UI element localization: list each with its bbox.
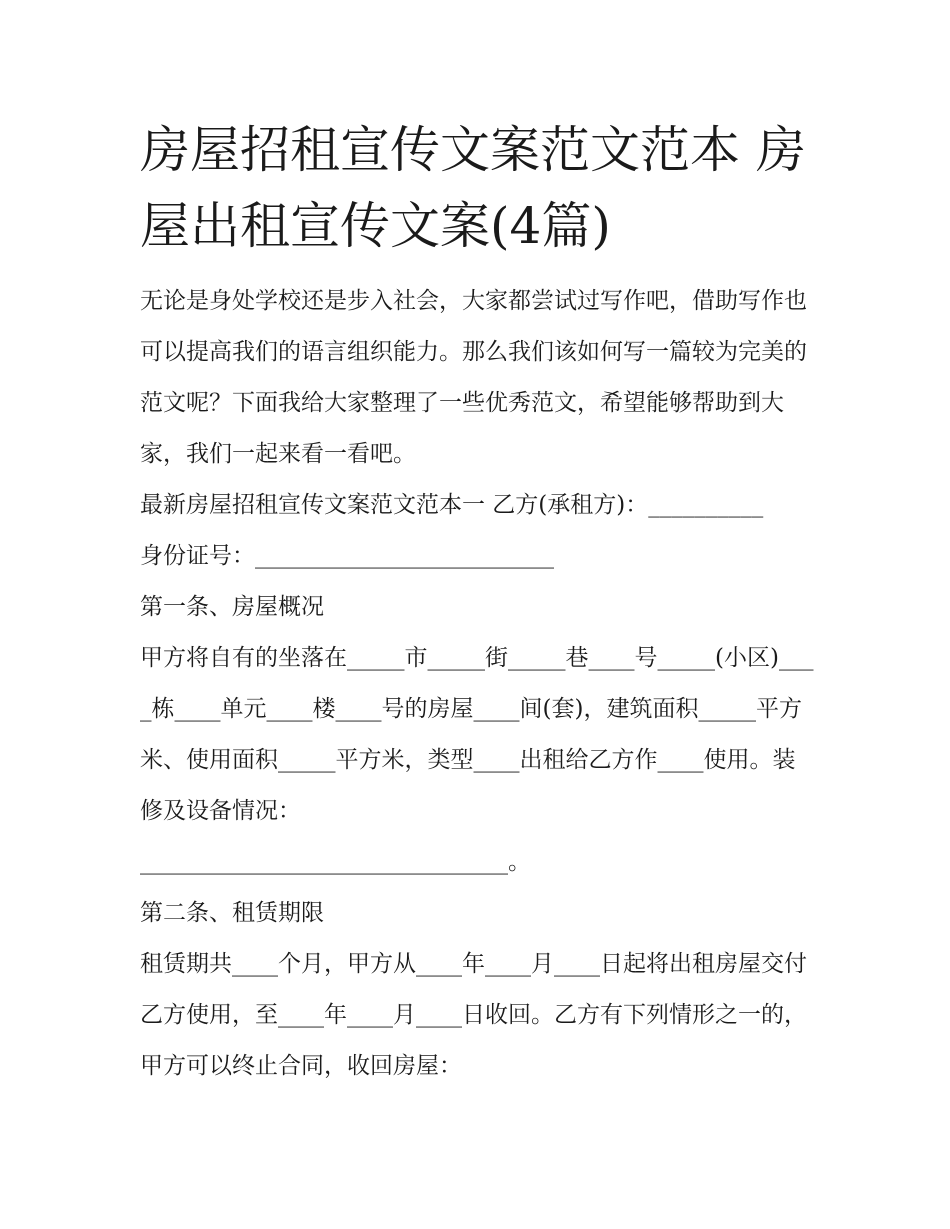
intro-paragraph: 无论是身处学校还是步入社会，大家都尝试过写作吧，借助写作也可以提高我们的语言组织能力。那么我们该如何写一篇较为完美的范文呢？下面我给大家整理了一些优秀范文，希望能够帮助到大家，我们一起来看一看吧。 <box>140 288 807 467</box>
tenant-line: 最新房屋招租宣传文案范文范本一 乙方(承租方)：__________ <box>140 492 764 518</box>
document-page <box>140 112 815 1092</box>
id-number-line: 身份证号：__________________________ <box>140 543 554 569</box>
article-2-heading: 第二条、租赁期限 <box>140 900 324 926</box>
article-1-heading: 第一条、房屋概况 <box>140 594 324 620</box>
article-1-body: 甲方将自有的坐落在_____市_____街_____巷____号_____(小区)____栋____单元____楼____号的房屋____间(套)，建筑面积_____平方米、使用面积_____平方米，类型____出租给乙方作____使用。装修及设备情况： <box>140 645 814 824</box>
article-2-body: 租赁期共____个月，甲方从____年____月____日起将出租房屋交付乙方使用，至____年____月____日收回。乙方有下列情形之一的，甲方可以终止合同，收回房屋： <box>140 951 807 1079</box>
decoration-blank-line: ________________________________。 <box>140 849 531 875</box>
document-title: 房屋招租宣传文案范文范本 房屋出租宣传文案(4篇) <box>140 121 806 255</box>
